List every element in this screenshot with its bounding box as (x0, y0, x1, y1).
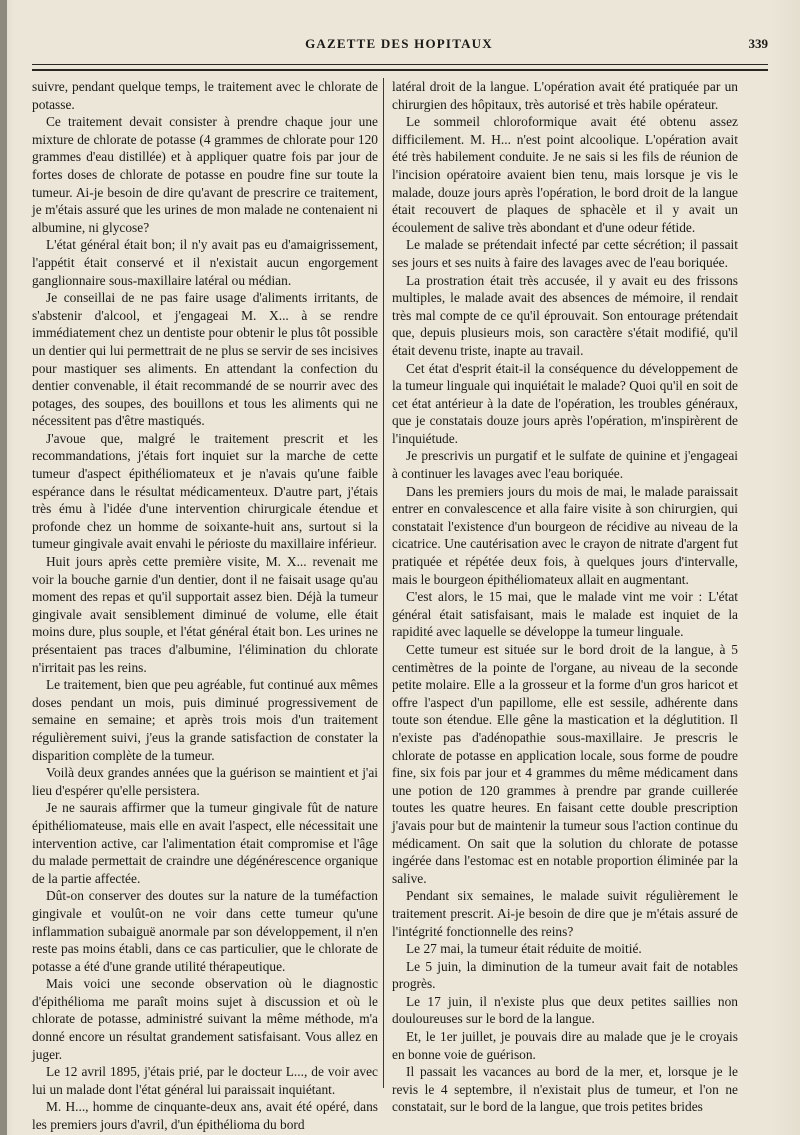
right-column (392, 78, 738, 1116)
paragraph: Dans les premiers jours du mois de mai, le malade paraissait entrer en convalescence et alla faire visite à son chirurgien, qui constatait l'existence d'un bourgeon de récidive au niveau de la cicatrice. Une cautérisation avec le crayon de nitrate d'argent fut pratiquée et répétée deux fois, à quelques jours d'intervalle, mais le bourgeon épithéliomateux allait en augmentant. (392, 483, 738, 587)
paragraph: La prostration était très accusée, il y avait eu des frissons multiples, le malade avait des absences de mémoire, il rendait très mal compte de ce qu'il éprouvait. Son entourage prétendait que, depuis plusieurs mois, son caractère s'était modifié, qu'il était devenu triste, inapte au travail. (392, 272, 738, 358)
journal-title: GAZETTE DES HOPITAUX (305, 36, 493, 51)
page-binding-edge (0, 0, 7, 1135)
paragraph: L'état général était bon; il n'y avait pas eu d'amaigrissement, l'appétit était conservé et il n'existait aucun engorgement ganglionnaire sous-maxillaire latéral ou médian. (32, 237, 378, 288)
page-number: 339 (748, 36, 768, 51)
header-rule-thick (32, 69, 768, 71)
paragraph: Le malade se prétendait infecté par cette sécrétion; il passait ses jours et ses nuits à faire des lavages avec de l'eau boriquée. (392, 237, 738, 270)
paragraph: Le traitement, bien que peu agréable, fut continué aux mêmes doses pendant un mois, puis diminué progressivement de semaine en semaine; et après trois mois d'un traitement régulièrement suivi, j'eus la grande satisfaction de constater la disparition complète de la tumeur. (32, 677, 378, 763)
paragraph: Huit jours après cette première visite, M. X... revenait me voir la bouche garnie d'un dentier, dont il ne faisait usage qu'au moment des repas et qu'il supportait assez bien. Déjà la tumeur gingivale avait sensiblement diminué de volume, elle était moins dure, plus souple, et l'état général était bon. Les urines ne présentaient pas traces d'albumine, l'élimination du chlorate n'irritait pas les reins. (32, 554, 378, 675)
paragraph: Je conseillai de ne pas faire usage d'aliments irritants, de s'abstenir d'alcool, et j'engageai M. X... à se rendre immédiatement chez un dentiste pour obtenir le plus tôt possible un dentier qui lui permettrait de ne plus se servir de ses incisives pour mastiquer ses aliments. En attendant la confection du dentier convenable, il était recommandé de se nourrir avec des potages, des soupes, des bouillons et tous les aliments qui ne nécessitent pas d'être mastiqués. (32, 290, 378, 429)
paragraph: C'est alors, le 15 mai, que le malade vint me voir : L'état général était satisfaisant, mais le malade est inquiet de la rapidité avec laquelle se développe la tumeur linguale. (392, 589, 738, 640)
paragraph: Cet état d'esprit était-il la conséquence du développement de la tumeur linguale qui inquiétait le malade? Quoi qu'il en soit de cet état antérieur à la date de l'opération, les troubles généraux, que je constatais douze jours après l'opération, m'inspirèrent de l'inquiétude. (392, 360, 738, 446)
left-column (32, 78, 378, 1134)
paragraph: suivre, pendant quelque temps, le traitement avec le chlorate de potasse. (32, 79, 378, 112)
paragraph: Ce traitement devait consister à prendre chaque jour une mixture de chlorate de potasse (4 grammes de chlorate pour 120 grammes d'eau distillée) et à appliquer quatre fois par jour de fortes doses de chlorate de potasse en poudre fine sur toute la tumeur. Ai-je besoin de dire qu'avant de prescrire ce traitement, je m'étais assuré que les urines de mon malade ne contenaient ni albumine, ni glycose? (32, 114, 378, 235)
paragraph: Je ne saurais affirmer que la tumeur gingivale fût de nature épithéliomateuse, mais elle en avait l'aspect, elle nécessitait une intervention active, car l'alimentation était compromise et l'âge du malade permettait de craindre une dégénérescence organique de la partie affectée. (32, 800, 378, 886)
paragraph: Pendant six semaines, le malade suivit régulièrement le traitement prescrit. Ai-je besoin de dire que je m'étais assuré de l'intégrité fonctionnelle des reins? (392, 888, 738, 939)
paragraph: Le 5 juin, la diminution de la tumeur avait fait de notables progrès. (392, 958, 738, 992)
paragraph: Dût-on conserver des doutes sur la nature de la tuméfaction gingivale et voulût-on ne voir dans cette tumeur qu'une inflammation subaiguë anormale par son développement, il n'en reste pas moins établi, dans ce cas particulier, que le chlorate de potasse a été d'une grande utilité thérapeutique. (32, 888, 378, 974)
paragraph: Je prescrivis un purgatif et le sulfate de quinine et j'engageai à continuer les lavages avec l'eau boriquée. (392, 448, 738, 482)
paragraph: latéral droit de la langue. L'opération avait été pratiquée par un chirurgien des hôpitaux, très autorisé et très habile opérateur. (392, 79, 738, 112)
column-divider (383, 78, 384, 1088)
paragraph: Voilà deux grandes années que la guérison se maintient et j'ai lieu d'espérer qu'elle persistera. (32, 765, 378, 798)
paragraph: Le sommeil chloroformique avait été obtenu assez difficilement. M. H... n'est point alcoolique. L'opération avait été très habilement conduite. Je ne sais si les fils de réunion de l'incision opératoire avaient bien tenu, mais lorsque je vis le malade, douze jours après l'opération, le bord droit de la langue était recouvert de plaques de sphacèle et il y avait un écoulement de salive très abondant et d'une odeur fétide. (392, 114, 738, 235)
paragraph: Mais voici une seconde observation où le diagnostic d'épithélioma me paraît moins sujet à discussion et où le chlorate de potasse, administré suivant la même méthode, m'a donné encore un résultat grandement satisfaisant. Vous allez en juger. (32, 976, 378, 1062)
paragraph: Il passait les vacances au bord de la mer, et, lorsque je le revis le 4 septembre, il n'existait plus de tumeur, et l'on ne constatait, sur le bord de la langue, que trois petites brides (392, 1064, 738, 1115)
paragraph: Et, le 1er juillet, je pouvais dire au malade que je le croyais en bonne voie de guérison. (392, 1029, 738, 1062)
paragraph: Le 27 mai, la tumeur était réduite de moitié. (406, 941, 642, 957)
page-header (30, 36, 768, 56)
header-rule-thin (32, 64, 768, 65)
paragraph: Le 17 juin, il n'existe plus que deux petites saillies non douloureuses sur le bord de la langue. (392, 993, 738, 1027)
paragraph: M. H..., homme de cinquante-deux ans, avait été opéré, dans les premiers jours d'avril, d'un épithélioma du bord (32, 1099, 378, 1133)
paragraph: Cette tumeur est située sur le bord droit de la langue, à 5 centimètres de la pointe de l'organe, au niveau de la seconde petite molaire. Elle a la grosseur et la forme d'un gros haricot et offre l'aspect d'un papillome, elle est sessile, adhérente dans toute son étendue. Elle gêne la mastication et la déglutition. Il n'existe pas d'adénopathie sous-maxillaire. Je prescris le chlorate de potasse en application locale, sous forme de poudre fine, six fois par jour et 4 grammes du même médicament dans une potion de 120 grammes à prendre par grande cuillerée toutes les quatre heures. En faisant cette double prescription j'avais pour but de maintenir la tumeur sous l'action continue du médicament. On sait que la solution du chlorate de potasse ingérée dans l'estomac est en notable proportion éliminée par la salive. (392, 642, 738, 886)
paragraph: J'avoue que, malgré le traitement prescrit et les recommandations, j'étais fort inquiet sur la marche de cette tumeur d'aspect épithéliomateux et je n'avais qu'une faible espérance dans le résultat médicamenteux. D'autre part, j'étais très ému à l'idée d'une intervention chirurgicale étendue et profonde chez un homme de soixante-huit ans, surtout si la tumeur gingivale avait envahi le périoste du maxillaire inférieur. (32, 430, 378, 552)
paragraph: Le 12 avril 1895, j'étais prié, par le docteur L..., de voir avec lui un malade dont l'état général lui paraissait inquiétant. (32, 1064, 378, 1097)
